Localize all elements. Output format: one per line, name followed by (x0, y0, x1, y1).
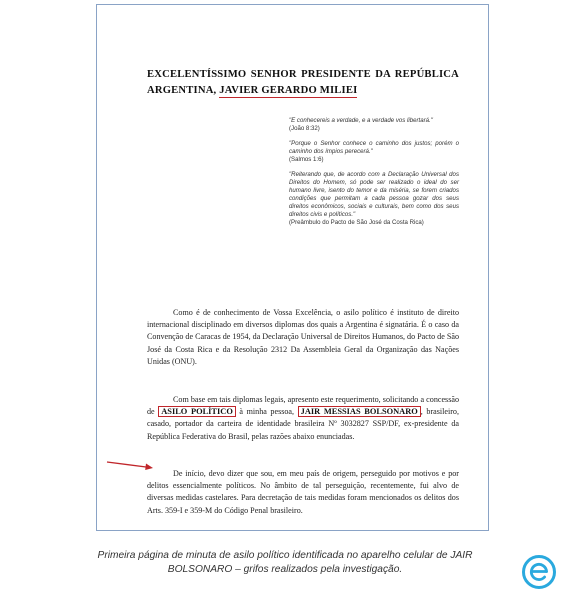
paragraph-2-text-b: à minha pessoa, (235, 407, 298, 417)
heading-line2-prefix: ARGENTINA, (147, 85, 220, 96)
highlight-jair-messias-bolsonaro: JAIR MESSIAS BOLSONARO (298, 406, 421, 417)
paragraph-1: Como é de conhecimento de Vossa Excelência, o asilo político é instituto de direito internacional disciplinado em diversos diplomas dos quais a Argentina é signatária. É o caso da Convenção de Caracas de 1954, da Declaração Universal de Direitos Humanos, do Pacto de São José da Costa Rica e da Resolução 2312 Da Assembleia Geral da Organização das Nações Unidas (ONU). (147, 308, 459, 366)
epigraph-quote: "Porque o Senhor conhece o caminho dos justos; porém o caminho dos ímpios perecerá." (289, 140, 459, 155)
epigraph-source: (João 8:32) (289, 125, 320, 132)
epigraph-3 (289, 171, 459, 227)
epigraph-quote: "E conhecereis a verdade, e a verdade vos libertará." (289, 117, 433, 124)
epigraphs (289, 117, 459, 234)
highlight-asilo-politico: ASILO POLÍTICO (158, 406, 236, 417)
red-arrow-icon (106, 459, 154, 471)
paragraph-3: De início, devo dizer que sou, em meu país de origem, perseguido por motivos e por delitos essencialmente políticos. No âmbito de tal perseguição, recentemente, fui alvo de diversas medidas castelares. Para decretação de tais medidas foram mencionados os delitos dos Arts. 359-I e 359-M do Código Penal brasileiro. (147, 469, 459, 515)
paragraph-2-text-a: Com base em tais diplomas legais, apresento este requerimento, solicitando a concessão de (147, 395, 459, 417)
epigraph-quote: "Reiterando que, de acordo com a Declaração Universal dos Direitos do Homem, só pode ser realizado o ideal do ser humano livre, isento do temor e da miséria, se forem criados condições que permitam a cada pessoa gozar dos seus direitos econômicos, sociais e culturais, bem como dos seus direitos civis e políticos." (289, 171, 459, 218)
paragraph-2 (147, 394, 459, 443)
epigraph-1 (289, 117, 459, 133)
heading-line1: EXCELENTÍSSIMO SENHOR PRESIDENTE DA REPÚBLICA (147, 69, 459, 80)
caption-line2: BOLSONARO – grifos realizados pela investigação. (167, 564, 403, 575)
e-logo-icon (521, 554, 557, 590)
epigraph-2 (289, 140, 459, 164)
caption (0, 549, 570, 577)
epigraph-source: (Preâmbulo do Pacto de São José da Costa Rica) (289, 219, 424, 226)
heading-underlined-name: JAVIER GERARDO MILIEI (219, 85, 358, 96)
document-heading (147, 67, 459, 99)
caption-line1: Primeira página de minuta de asilo político identificada no aparelho celular de JAIR (97, 550, 473, 561)
paragraph-2-text-c: , brasileiro, casado, portador da carteira de identidade brasileira Nº 3032827 SSP/DF, ex-presidente da República Federativa do Brasil, pelas razões abaixo enunciadas. (147, 407, 459, 441)
heading-line2 (147, 83, 459, 99)
epigraph-source: (Salmos 1:6) (289, 156, 324, 163)
document-page (96, 4, 489, 531)
